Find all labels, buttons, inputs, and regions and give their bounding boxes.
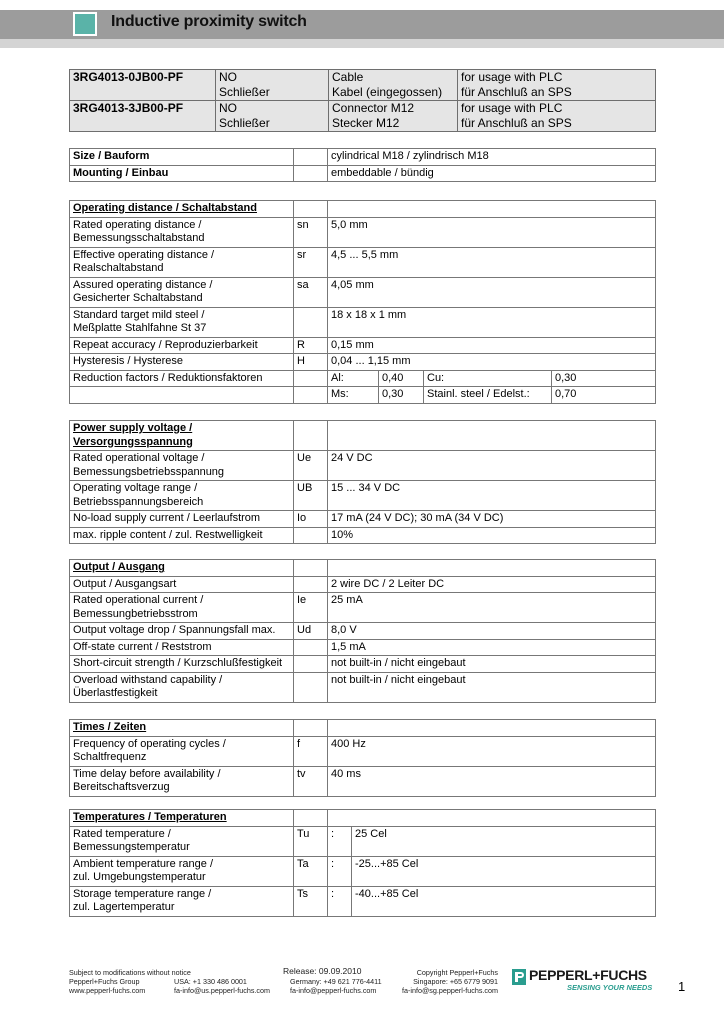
footer-usa-mail: fa-info@us.pepperl-fuchs.com: [174, 986, 270, 995]
param-label: Reduction factors / Reduktionsfaktoren: [70, 370, 294, 387]
header-bar: [0, 10, 724, 39]
output-table: [69, 559, 656, 703]
page-title: Inductive proximity switch: [111, 13, 307, 30]
pf-slogan: SENSING YOUR NEEDS: [567, 983, 653, 992]
empty-cell: [294, 720, 328, 737]
param-symbol: [294, 307, 328, 337]
param-value: 2 wire DC / 2 Leiter DC: [328, 576, 656, 593]
param-symbol: tv: [294, 766, 328, 796]
param-symbol: sa: [294, 277, 328, 307]
param-label: No-load supply current / Leerlaufstrom: [70, 511, 294, 528]
table-row: [70, 826, 656, 856]
factor-label: Cu:: [424, 370, 552, 387]
operating-section-title: Operating distance / Schaltabstand: [70, 201, 294, 218]
param-symbol: Tu: [294, 826, 328, 856]
param-value: not built-in / nicht eingebaut: [328, 672, 656, 702]
param-value: 10%: [328, 527, 656, 544]
empty-cell: [294, 527, 328, 544]
footer-singapore-phone: Singapore: +65 6779 9091: [413, 977, 498, 986]
param-symbol: sn: [294, 217, 328, 247]
param-label: Short-circuit strength / Kurzschlußfestigkeit: [70, 656, 294, 673]
param-symbol: Ta: [294, 856, 328, 886]
empty-cell: [294, 201, 328, 218]
footer-subject: Subject to modifications without notice: [69, 968, 191, 977]
table-row: [70, 307, 656, 337]
param-value: 4,05 mm: [328, 277, 656, 307]
variant-contact: NO Schließer: [216, 101, 329, 132]
pf-brand-name: PEPPERL+FUCHS: [529, 967, 647, 983]
table-row: [70, 856, 656, 886]
power-supply-table: [69, 420, 656, 544]
param-value: 0,15 mm: [328, 337, 656, 354]
mount-label: Mounting / Einbau: [70, 165, 294, 182]
empty-cell: [294, 672, 328, 702]
footer-left: [69, 968, 191, 995]
param-value: 8,0 V: [328, 623, 656, 640]
factor-label: Ms:: [328, 387, 379, 404]
times-section-title: Times / Zeiten: [70, 720, 294, 737]
header-square-icon: [73, 12, 97, 36]
param-label: Output voltage drop / Spannungsfall max.: [70, 623, 294, 640]
param-label: Effective operating distance / Realschaltabstand: [70, 247, 294, 277]
temperatures-table: [69, 809, 656, 917]
empty-cell: [328, 421, 656, 451]
param-label: max. ripple content / zul. Restwelligkeit: [70, 527, 294, 544]
table-row: [70, 639, 656, 656]
param-value: not built-in / nicht eingebaut: [328, 656, 656, 673]
mount-symbol: [294, 165, 328, 182]
table-row: [70, 217, 656, 247]
empty-cell: [328, 810, 656, 827]
times-table: [69, 719, 656, 797]
table-row: [70, 593, 656, 623]
operating-distance-table: [69, 200, 656, 404]
size-label: Size / Bauform: [70, 149, 294, 166]
variant-connection: Connector M12 Stecker M12: [329, 101, 458, 132]
param-value: -40...+85 Cel: [352, 886, 656, 916]
table-row: [70, 527, 656, 544]
variant-row: [70, 101, 656, 132]
variant-code: 3RG4013-3JB00-PF: [70, 101, 216, 132]
factor-value: 0,30: [379, 387, 424, 404]
table-row: [70, 481, 656, 511]
variant-connection: Cable Kabel (eingegossen): [329, 70, 458, 101]
empty-cell: [70, 387, 294, 404]
empty-cell: [328, 201, 656, 218]
table-row: [70, 277, 656, 307]
footer-copyright: Copyright Pepperl+Fuchs: [416, 968, 498, 977]
param-label: Rated operational voltage / Bemessungsbetriebsspannung: [70, 451, 294, 481]
param-colon: :: [328, 856, 352, 886]
table-row: [70, 451, 656, 481]
table-row: [70, 337, 656, 354]
param-label: Output / Ausgangsart: [70, 576, 294, 593]
footer-release: Release: 09.09.2010: [283, 966, 362, 976]
empty-cell: [294, 810, 328, 827]
footer-group: Pepperl+Fuchs Group: [69, 977, 140, 986]
param-value: 5,0 mm: [328, 217, 656, 247]
param-symbol: Ue: [294, 451, 328, 481]
size-value: cylindrical M18 / zylindrisch M18: [328, 149, 656, 166]
table-row: [70, 354, 656, 371]
table-row: [70, 387, 656, 404]
param-value: 17 mA (24 V DC); 30 mA (34 V DC): [328, 511, 656, 528]
param-value: 4,5 ... 5,5 mm: [328, 247, 656, 277]
table-row: [70, 886, 656, 916]
param-label: Ambient temperature range / zul. Umgebungstemperatur: [70, 856, 294, 886]
footer-usa-phone: USA: +1 330 486 0001: [174, 977, 247, 986]
header-band: [0, 39, 724, 48]
param-symbol: Io: [294, 511, 328, 528]
param-symbol: f: [294, 736, 328, 766]
empty-cell: [328, 720, 656, 737]
temps-section-title: Temperatures / Temperaturen: [70, 810, 294, 827]
param-label: Repeat accuracy / Reproduzierbarkeit: [70, 337, 294, 354]
param-value: 24 V DC: [328, 451, 656, 481]
param-value: 400 Hz: [328, 736, 656, 766]
table-row: [70, 736, 656, 766]
empty-cell: [294, 387, 328, 404]
param-label: Hysteresis / Hysterese: [70, 354, 294, 371]
param-value: 25 Cel: [352, 826, 656, 856]
variants-table: [69, 69, 656, 132]
param-value: -25...+85 Cel: [352, 856, 656, 886]
output-section-title: Output / Ausgang: [70, 560, 294, 577]
variant-contact: NO Schließer: [216, 70, 329, 101]
pf-logo-icon: [512, 969, 526, 985]
param-colon: :: [328, 886, 352, 916]
empty-cell: [294, 656, 328, 673]
table-row: [70, 656, 656, 673]
empty-cell: [294, 639, 328, 656]
mount-value: embeddable / bündig: [328, 165, 656, 182]
param-symbol: Ts: [294, 886, 328, 916]
param-symbol: Ud: [294, 623, 328, 640]
table-row: [70, 370, 656, 387]
power-section-title: Power supply voltage / Versorgungsspannung: [70, 421, 294, 451]
param-label: Overload withstand capability / Überlastfestigkeit: [70, 672, 294, 702]
footer-right: [402, 968, 498, 995]
table-row: [70, 576, 656, 593]
factor-label: Al:: [328, 370, 379, 387]
general-table: [69, 148, 656, 182]
factor-value: 0,70: [552, 387, 656, 404]
empty-cell: [294, 560, 328, 577]
variant-code: 3RG4013-0JB00-PF: [70, 70, 216, 101]
param-label: Time delay before availability / Bereitschaftsverzug: [70, 766, 294, 796]
param-value: 0,04 ... 1,15 mm: [328, 354, 656, 371]
table-row: [70, 623, 656, 640]
param-value: 1,5 mA: [328, 639, 656, 656]
table-row: [70, 247, 656, 277]
param-symbol: Ie: [294, 593, 328, 623]
footer-web: www.pepperl-fuchs.com: [69, 986, 146, 995]
variant-usage: for usage with PLC für Anschluß an SPS: [458, 101, 656, 132]
param-label: Storage temperature range / zul. Lagertemperatur: [70, 886, 294, 916]
param-colon: :: [328, 826, 352, 856]
empty-cell: [328, 560, 656, 577]
param-symbol: H: [294, 354, 328, 371]
param-value: 18 x 18 x 1 mm: [328, 307, 656, 337]
footer-singapore-mail: fa-info@sg.pepperl-fuchs.com: [402, 986, 498, 995]
param-label: Operating voltage range / Betriebsspannungsbereich: [70, 481, 294, 511]
param-value: 40 ms: [328, 766, 656, 796]
empty-cell: [294, 576, 328, 593]
table-row: [70, 511, 656, 528]
variant-row: [70, 70, 656, 101]
param-symbol: R: [294, 337, 328, 354]
param-label: Rated temperature / Bemessungstemperatur: [70, 826, 294, 856]
variant-usage: for usage with PLC für Anschluß an SPS: [458, 70, 656, 101]
size-symbol: [294, 149, 328, 166]
footer-germany: [290, 977, 382, 995]
page-number: 1: [678, 979, 686, 994]
param-label: Off-state current / Reststrom: [70, 639, 294, 656]
param-label: Standard target mild steel / Meßplatte Stahlfahne St 37: [70, 307, 294, 337]
table-row: [70, 766, 656, 796]
param-label: Rated operating distance / Bemessungsschaltabstand: [70, 217, 294, 247]
table-row: [70, 672, 656, 702]
param-label: Assured operating distance / Gesicherter Schaltabstand: [70, 277, 294, 307]
param-value: 15 ... 34 V DC: [328, 481, 656, 511]
param-label: Rated operational current / Bemessungbetriebsstrom: [70, 593, 294, 623]
factor-value: 0,40: [379, 370, 424, 387]
empty-cell: [294, 421, 328, 451]
factor-value: 0,30: [552, 370, 656, 387]
empty-cell: [294, 370, 328, 387]
param-symbol: UB: [294, 481, 328, 511]
footer-germany-phone: Germany: +49 621 776-4411: [290, 977, 382, 986]
footer-usa: [174, 977, 270, 995]
param-symbol: sr: [294, 247, 328, 277]
footer-germany-mail: fa-info@pepperl-fuchs.com: [290, 986, 377, 995]
factor-label: Stainl. steel / Edelst.:: [424, 387, 552, 404]
param-value: 25 mA: [328, 593, 656, 623]
param-label: Frequency of operating cycles / Schaltfrequenz: [70, 736, 294, 766]
